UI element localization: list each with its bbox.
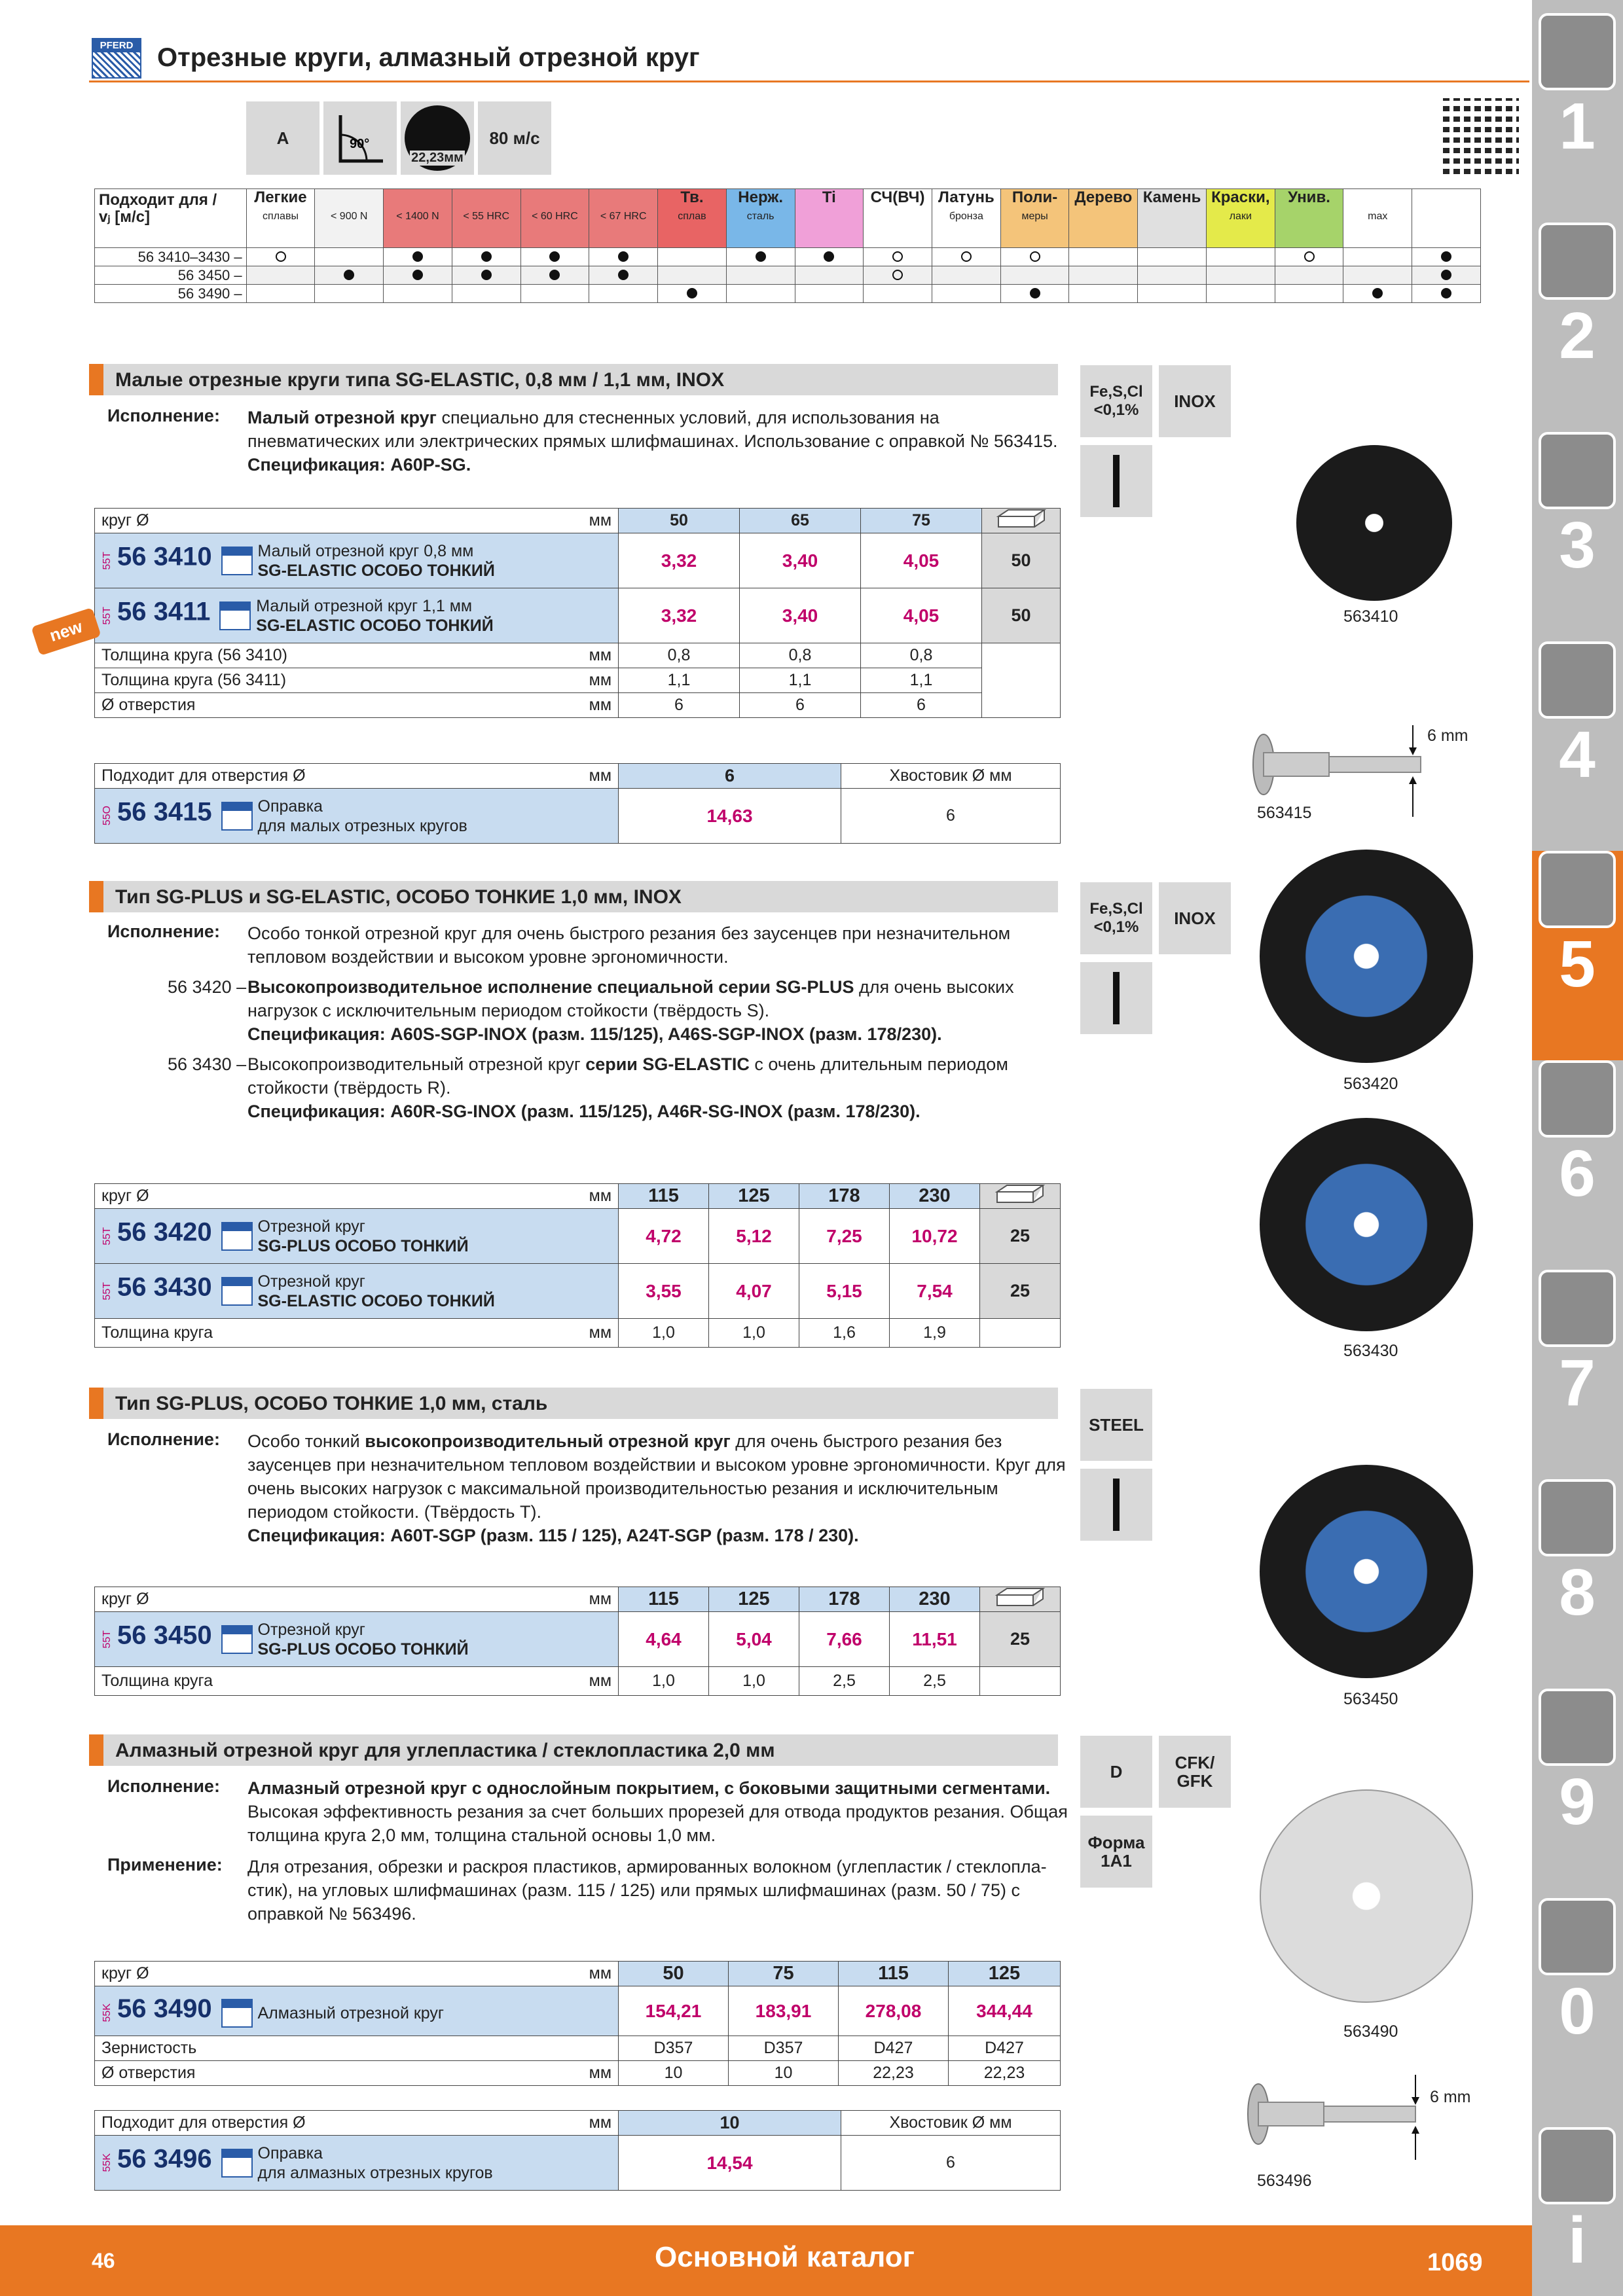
compat-head-label: Подходит для / vⱼ [м/с] (95, 189, 247, 248)
thin-disc-icon (1080, 1469, 1152, 1541)
compat-col-13: Камень (1138, 189, 1207, 248)
compat-col-15: Унив. (1275, 189, 1343, 248)
table-row: Ø отверстия мм 6 6 6 (95, 693, 1061, 718)
chapter-icon (1539, 1270, 1616, 1347)
s2-code1-text: Высокопроизводительное исполнение специальной серии SG-PLUS для очень высоких нагрузок с исключительным периодом стойкости (твёрдость S). Спецификация: A60S-SGP-INOX (разм. 115/125), A46S-SGP-INOX (разм. 178/230). (247, 977, 1014, 1044)
s2-code2-text: Высокопроизводительный отрезной круг серии SG-ELASTIC с очень длительным периодом стойкости (твёрдость R). Спецификация: A60R-SG-INOX (разм. 115/125), A46R-SG-INOX (разм. 178/230). (247, 1054, 1008, 1121)
compat-col-14: Краски, лаки (1206, 189, 1275, 248)
angle-icon (323, 101, 397, 175)
pack-icon (980, 1587, 1061, 1612)
caption-563415: 563415 (1257, 804, 1312, 822)
exec-label: Исполнение: (107, 406, 220, 425)
col-head: круг Ø мм (95, 509, 619, 533)
full-dot-icon (412, 251, 423, 262)
thin-disc-icon (1080, 962, 1152, 1034)
compat-col-10: Латунь бронза (932, 189, 1000, 248)
pferd-icon (221, 547, 253, 575)
exec-label: Исполнение: (107, 922, 220, 941)
full-dot-icon (1441, 270, 1451, 280)
chapter-tab-6[interactable]: 6 (1539, 1060, 1616, 1210)
pferd-icon (221, 1999, 253, 2028)
thin-disc-icon (1080, 445, 1152, 517)
exec-label: Исполнение: (107, 1776, 220, 1796)
full-dot-icon (1030, 288, 1040, 298)
bore-icon: 22,23мм (401, 101, 474, 175)
compat-col-8: Ti (795, 189, 864, 248)
pferd-icon (221, 1277, 253, 1306)
pack-icon (982, 509, 1061, 533)
compat-row: 56 3490 – (95, 285, 1481, 303)
chapter-icon (1539, 1689, 1616, 1766)
page-number-left: 46 (92, 2249, 115, 2272)
compat-col-7: Нерж. сталь (726, 189, 795, 248)
compat-row: 56 3450 – (95, 266, 1481, 285)
compat-col-17 (1412, 189, 1481, 248)
disc-image-563450 (1260, 1465, 1473, 1678)
table-row[interactable]: 55K 56 3490 Алмазный отрезной круг 154,21 183,91 278,08 344,44 (95, 1986, 1061, 2036)
pferd-icon (221, 802, 253, 831)
compat-col-11: Поли- меры (1000, 189, 1069, 248)
footer (0, 2225, 1532, 2296)
compat-col-0: Легкие сплавы (246, 189, 315, 248)
table-row[interactable]: 55T 56 3430 Отрезной круг SG-ELASTIC ОСОБО ТОНКИЙ 3,55 4,07 5,15 7,54 25 (95, 1264, 1061, 1319)
full-dot-icon (824, 251, 834, 262)
pack-icon (980, 1184, 1061, 1209)
full-dot-icon (549, 270, 560, 280)
chapter-tab-2[interactable]: 2 (1539, 223, 1616, 372)
compatibility-table (94, 188, 1481, 303)
chapter-tab-4[interactable]: 4 (1539, 641, 1616, 791)
caption-563450: 563450 (1343, 1690, 1398, 1708)
s2-code1: 56 3420 – (168, 977, 247, 997)
caption-563420: 563420 (1343, 1075, 1398, 1093)
table-row[interactable]: 55T 56 3410 Малый отрезной круг 0,8 мм SG-ELASTIC ОСОБО ТОНКИЙ 3,32 3,40 4,05 50 (95, 533, 1061, 588)
ring-dot-icon (1030, 251, 1040, 262)
chapter-tab-9[interactable]: 9 (1539, 1689, 1616, 1838)
table-row[interactable]: 55T 56 3450 Отрезной круг SG-PLUS ОСОБО ТОНКИЙ 4,64 5,04 7,66 11,51 25 (95, 1612, 1061, 1667)
pferd-icon (219, 601, 251, 630)
catalog-title: Основной каталог (655, 2241, 915, 2273)
caption-563430: 563430 (1343, 1342, 1398, 1360)
chapter-icon (1539, 432, 1616, 509)
chapter-icon (1539, 223, 1616, 300)
full-dot-icon (1441, 288, 1451, 298)
page-title: Отрезные круги, алмазный отрезной круг (157, 43, 700, 72)
table-row: Толщина круга мм 1,0 1,0 2,5 2,5 (95, 1667, 1061, 1696)
badge-cfk-gfk: CFK/ GFK (1159, 1736, 1231, 1808)
full-dot-icon (618, 251, 629, 262)
full-dot-icon (481, 270, 492, 280)
ring-dot-icon (892, 270, 903, 280)
s1-mandrel-table: Подходит для отверстия Ø мм 6 Хвостовик Ø мм 55O 56 3415 Оправка для малых отрезных кругов 14,63 6 (94, 763, 1061, 844)
chapter-tab-7[interactable]: 7 (1539, 1270, 1616, 1419)
compat-col-12: Дерево (1069, 189, 1138, 248)
compat-col-3: < 55 HRC (452, 189, 520, 248)
badge-inox: INOX (1159, 365, 1231, 437)
dim-6mm: 6 mm (1427, 726, 1468, 745)
section-bar-sg-plus-steel: Тип SG-PLUS, ОСОБО ТОНКИЕ 1,0 мм, сталь (89, 1388, 1058, 1419)
disc-image-563410 (1296, 445, 1452, 601)
compat-row: 56 3410–3430 – (95, 248, 1481, 266)
pferd-icon (221, 1222, 253, 1251)
disc-image-563430 (1260, 1118, 1473, 1331)
ring-dot-icon (892, 251, 903, 262)
full-dot-icon (687, 288, 697, 298)
table-row: Толщина круга (56 3411) мм 1,1 1,1 1,1 (95, 668, 1061, 693)
table-row: Ø отверстия мм 10 10 22,23 22,23 (95, 2061, 1061, 2086)
dim-6mm: 6 mm (1430, 2088, 1471, 2106)
chapter-tab-5[interactable]: 5 (1539, 851, 1616, 1000)
caption-563496: 563496 (1257, 2172, 1312, 2190)
s4-description: Алмазный отрезной круг с однослойным покрытием, с боковыми защитными сегментами. Высокая эффективность резания за счет больших прорезей для отвода продуктов резания. Общая толщина круга 2,0 мм, толщина стальной основы 1,0 мм. (247, 1778, 1068, 1845)
chapter-tab-1[interactable]: 1 (1539, 13, 1616, 162)
disc-image-563490 (1260, 1789, 1473, 2003)
s2-product-table: круг Ø мм 115 125 178 230 55T 56 3420 Отрезной круг SG-PLUS ОСОБО ТОНКИЙ 4,72 5,12 7,25 10,72 25 55T 56 3430 Отрезной круг SG-ELASTIC ОСОБО ТОНКИЙ 3,55 4,07 5,15 7,54 25 Толщина круга мм 1,0 1,0 1,6 1,9 (94, 1183, 1061, 1348)
compat-col-16: max (1343, 189, 1412, 248)
new-badge: new (31, 607, 101, 656)
section-bar-diamond: Алмазный отрезной круг для углепластика / стеклопластика 2,0 мм (89, 1734, 1058, 1766)
chapter-icon (1539, 1479, 1616, 1556)
full-dot-icon (1441, 251, 1451, 262)
pferd-icon (221, 2149, 253, 2178)
table-row: Толщина круга (56 3410) мм 0,8 0,8 0,8 (95, 643, 1061, 668)
badge-form-1a1: Форма 1A1 (1080, 1816, 1152, 1888)
caption-563490: 563490 (1343, 2022, 1398, 2041)
full-dot-icon (412, 270, 423, 280)
s4-product-table: круг Ø мм 50 75 115 125 55K 56 3490 Алмазный отрезной круг 154,21 183,91 278,08 344,44 Зернистость D357 D357 D427 D427 Ø отверстия мм 10 10 22,23 22,23 (94, 1961, 1061, 2086)
s3-description: Особо тонкий высокопроизводительный отрезной круг для очень быстрого резания без заусенцев при незначительном тепловом воздействии и высоком уровне эргономичности. Круг для очень высоких нагрузок с максимальной производительностью резания и исключительным периодом стойкости. (Твёрдость Т). Спецификация: A60T-SGP (разм. 115 / 125), A24T-SGP (разм. 178 / 230). (247, 1431, 1066, 1545)
caption-563410: 563410 (1343, 607, 1398, 626)
chapter-tab-i[interactable]: i (1539, 2127, 1616, 2276)
chapter-tab-3[interactable]: 3 (1539, 432, 1616, 581)
disc-image-563420 (1260, 850, 1473, 1063)
section-bar-sg-elastic-small: Малые отрезные круги типа SG-ELASTIC, 0,8 мм / 1,1 мм, INOX (89, 364, 1058, 395)
speed-icon: 80 м/с (478, 101, 551, 175)
full-dot-icon (618, 270, 629, 280)
chapter-icon (1539, 2127, 1616, 2204)
s2-description: Особо тонкой отрезной круг для очень быстрого резания без заусенцев при незначительном тепловом воздействии и высоком уровне эргономичности. (247, 924, 1011, 967)
s4-usage: Для отрезания, обрезки и раскроя пластиков, армированных волокном (углепластик / стеклопла-стик), на угловых шлифмашинах (разм. 115 / 125) или прямых шлифмашинах (разм. 50 / 75) с оправкой № 563496. (247, 1857, 1047, 1924)
compat-col-5: < 67 HRC (589, 189, 658, 248)
table-row[interactable]: 55O 56 3415 Оправка для малых отрезных кругов 14,63 6 (95, 789, 1061, 844)
table-row[interactable]: 55T 56 3411 Малый отрезной круг 1,1 мм SG-ELASTIC ОСОБО ТОНКИЙ 3,32 3,40 4,05 50 (95, 588, 1061, 643)
section-bar-sg-plus-inox: Тип SG-PLUS и SG-ELASTIC, ОСОБО ТОНКИЕ 1,0 мм, INOX (89, 881, 1058, 912)
ring-dot-icon (961, 251, 972, 262)
compat-col-1: < 900 N (315, 189, 384, 248)
use-label: Применение: (107, 1855, 223, 1874)
badge-fe-s-cl: Fe,S,Cl <0,1% (1080, 365, 1152, 437)
full-dot-icon (481, 251, 492, 262)
ring-dot-icon (1304, 251, 1315, 262)
s3-product-table: круг Ø мм 115 125 178 230 55T 56 3450 Отрезной круг SG-PLUS ОСОБО ТОНКИЙ 4,64 5,04 7,66 11,51 25 Толщина круга мм 1,0 1,0 2,5 2,5 (94, 1587, 1061, 1696)
chapter-icon (1539, 851, 1616, 928)
full-dot-icon (549, 251, 560, 262)
svg-text:90°: 90° (350, 137, 370, 151)
badge-fe-s-cl: Fe,S,Cl <0,1% (1080, 882, 1152, 954)
s1-product-table: круг Ø мм 50 65 75 55T 56 3410 Малый отрезной круг 0,8 мм SG-ELASTIC ОСОБО ТОНКИЙ 3,32 3,40 4,05 50 55T 56 3411 Малый отрезной круг 1,1 мм SG-ELASTIC ОСОБО ТОНКИЙ 3,32 3,40 4,05 50 Толщина круга (56 3410) мм 0,8 0,8 0,8 Толщина круга (56 3411) мм 1,1 1,1 1,1 Ø отверстия мм 6 6 6 (94, 508, 1061, 718)
s4-mandrel-table: Подходит для отверстия Ø мм 10 Хвостовик Ø мм 55K 56 3496 Оправка для алмазных отрезных кругов 14,54 6 (94, 2110, 1061, 2191)
s2-code2: 56 3430 – (168, 1054, 247, 1074)
compat-col-2: < 1400 N (384, 189, 452, 248)
chapter-icon (1539, 1898, 1616, 1975)
chapter-icon (1539, 13, 1616, 90)
table-row[interactable]: 55K 56 3496 Оправка для алмазных отрезных кругов 14,54 6 (95, 2136, 1061, 2191)
full-dot-icon (756, 251, 766, 262)
hardness-icon: A (246, 101, 319, 175)
full-dot-icon (344, 270, 354, 280)
table-row[interactable]: 55T 56 3420 Отрезной круг SG-PLUS ОСОБО ТОНКИЙ 4,72 5,12 7,25 10,72 25 (95, 1209, 1061, 1264)
compat-col-6: Тв. сплав (658, 189, 727, 248)
badge-steel: STEEL (1080, 1389, 1152, 1461)
chapter-icon (1539, 641, 1616, 719)
pferd-logo: PFERD (92, 38, 141, 79)
chapter-tab-8[interactable]: 8 (1539, 1479, 1616, 1628)
s1-description: Малый отрезной круг специально для стесненных условий, для использования на пневматических или электрических прямых шлифмашинах. Использование с оправкой № 563415. Спецификация: A60P-SG. (247, 408, 1058, 475)
compat-col-9: СЧ(ВЧ) (864, 189, 932, 248)
table-row: Толщина круга мм 1,0 1,0 1,6 1,9 (95, 1319, 1061, 1348)
chapter-tab-0[interactable]: 0 (1539, 1898, 1616, 2047)
badge-d: D (1080, 1736, 1152, 1808)
ring-dot-icon (276, 251, 286, 262)
badge-inox: INOX (1159, 882, 1231, 954)
pferd-icon (221, 1625, 253, 1654)
chapter-icon (1539, 1060, 1616, 1138)
compat-col-4: < 60 HRC (520, 189, 589, 248)
page-number-right: 1069 (1427, 2249, 1483, 2276)
table-row: Зернистость D357 D357 D427 D427 (95, 2036, 1061, 2061)
full-dot-icon (1372, 288, 1383, 298)
exec-label: Исполнение: (107, 1429, 220, 1449)
